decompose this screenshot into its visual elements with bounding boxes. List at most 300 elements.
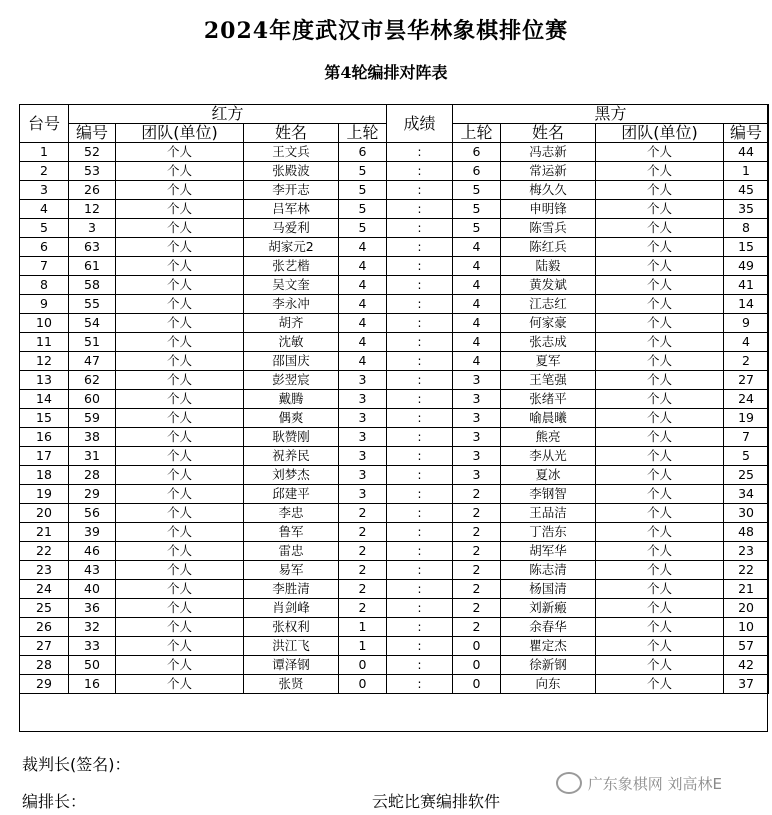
cell-red-number: 3: [69, 219, 116, 238]
table-row: [20, 276, 769, 295]
cell-black-number: 30: [724, 504, 769, 523]
cell-black-team: 个人: [596, 542, 724, 561]
cell-result: :: [387, 656, 453, 675]
cell-red-team: 个人: [116, 466, 244, 485]
cell-red-name: 耿赞刚: [244, 428, 339, 447]
cell-black-team: 个人: [596, 599, 724, 618]
cell-black-name: 陈雪兵: [501, 219, 596, 238]
cell-result: :: [387, 447, 453, 466]
cell-black-team: 个人: [596, 314, 724, 333]
cell-black-team: 个人: [596, 295, 724, 314]
cell-black-name: 李从光: [501, 447, 596, 466]
cell-result: :: [387, 352, 453, 371]
cell-black-last: 4: [453, 276, 501, 295]
cell-red-team: 个人: [116, 504, 244, 523]
cell-black-last: 4: [453, 238, 501, 257]
cell-black-number: 8: [724, 219, 769, 238]
cell-red-number: 61: [69, 257, 116, 276]
cell-red-name: 李忠: [244, 504, 339, 523]
cell-red-last: 4: [339, 295, 387, 314]
cell-black-team: 个人: [596, 162, 724, 181]
table-row: [20, 162, 769, 181]
cell-black-team: 个人: [596, 675, 724, 694]
header-red-team: 团队(单位): [116, 124, 244, 143]
cell-red-last: 4: [339, 314, 387, 333]
table-row: [20, 390, 769, 409]
cell-red-last: 4: [339, 352, 387, 371]
table-row: [20, 675, 769, 694]
cell-red-name: 胡家元2: [244, 238, 339, 257]
cell-red-number: 63: [69, 238, 116, 257]
cell-red-team: 个人: [116, 390, 244, 409]
cell-red-team: 个人: [116, 257, 244, 276]
cell-result: :: [387, 618, 453, 637]
cell-red-last: 0: [339, 656, 387, 675]
cell-black-number: 4: [724, 333, 769, 352]
cell-red-last: 3: [339, 428, 387, 447]
cell-red-name: 胡齐: [244, 314, 339, 333]
cell-table-no: 29: [20, 675, 69, 694]
cell-result: :: [387, 314, 453, 333]
cell-red-team: 个人: [116, 352, 244, 371]
cell-result: :: [387, 219, 453, 238]
cell-red-last: 3: [339, 371, 387, 390]
cell-black-name: 熊亮: [501, 428, 596, 447]
cell-table-no: 14: [20, 390, 69, 409]
cell-result: :: [387, 200, 453, 219]
table-row: [20, 371, 769, 390]
cell-black-team: 个人: [596, 618, 724, 637]
cell-red-name: 邵国庆: [244, 352, 339, 371]
cell-red-last: 2: [339, 599, 387, 618]
cell-result: :: [387, 276, 453, 295]
cell-red-number: 16: [69, 675, 116, 694]
cell-black-name: 申明锋: [501, 200, 596, 219]
cell-red-name: 彭翌宸: [244, 371, 339, 390]
cell-red-name: 肖剑峰: [244, 599, 339, 618]
watermark: [556, 772, 722, 794]
cell-red-team: 个人: [116, 675, 244, 694]
cell-black-last: 5: [453, 200, 501, 219]
cell-black-team: 个人: [596, 580, 724, 599]
header-red-name: 姓名: [244, 124, 339, 143]
table-row: [20, 523, 769, 542]
cell-red-number: 53: [69, 162, 116, 181]
cell-table-no: 10: [20, 314, 69, 333]
cell-result: :: [387, 504, 453, 523]
table-row: [20, 580, 769, 599]
cell-table-no: 26: [20, 618, 69, 637]
table-row: [20, 143, 769, 162]
cell-red-last: 1: [339, 618, 387, 637]
cell-red-number: 36: [69, 599, 116, 618]
cell-red-name: 吴文奎: [244, 276, 339, 295]
cell-result: :: [387, 238, 453, 257]
cell-black-last: 0: [453, 675, 501, 694]
cell-red-team: 个人: [116, 143, 244, 162]
cell-black-team: 个人: [596, 257, 724, 276]
cell-black-number: 25: [724, 466, 769, 485]
cell-table-no: 2: [20, 162, 69, 181]
cell-black-last: 5: [453, 219, 501, 238]
cell-black-last: 2: [453, 523, 501, 542]
cell-black-number: 41: [724, 276, 769, 295]
cell-table-no: 21: [20, 523, 69, 542]
cell-red-team: 个人: [116, 656, 244, 675]
header-red: 红方: [69, 105, 387, 124]
cell-black-last: 4: [453, 333, 501, 352]
cell-red-team: 个人: [116, 162, 244, 181]
cell-black-last: 2: [453, 561, 501, 580]
cell-black-last: 3: [453, 390, 501, 409]
cell-table-no: 8: [20, 276, 69, 295]
cell-red-team: 个人: [116, 447, 244, 466]
cell-table-no: 13: [20, 371, 69, 390]
cell-red-number: 59: [69, 409, 116, 428]
cell-black-name: 陆毅: [501, 257, 596, 276]
cell-red-team: 个人: [116, 599, 244, 618]
cell-black-last: 2: [453, 599, 501, 618]
cell-red-team: 个人: [116, 200, 244, 219]
cell-black-number: 15: [724, 238, 769, 257]
page-title: 2024年度武汉市昙华林象棋排位赛: [203, 18, 569, 44]
cell-red-last: 5: [339, 181, 387, 200]
cell-black-name: 江志红: [501, 295, 596, 314]
cell-red-name: 洪江飞: [244, 637, 339, 656]
cell-result: :: [387, 181, 453, 200]
cell-black-name: 李钢智: [501, 485, 596, 504]
cell-black-name: 张志成: [501, 333, 596, 352]
cell-black-team: 个人: [596, 143, 724, 162]
table-row: [20, 504, 769, 523]
cell-result: :: [387, 485, 453, 504]
cell-red-last: 2: [339, 504, 387, 523]
cell-table-no: 1: [20, 143, 69, 162]
cell-result: :: [387, 143, 453, 162]
cell-black-team: 个人: [596, 485, 724, 504]
cell-result: :: [387, 409, 453, 428]
cell-red-team: 个人: [116, 314, 244, 333]
table-row: [20, 295, 769, 314]
cell-red-team: 个人: [116, 561, 244, 580]
cell-black-name: 张绪平: [501, 390, 596, 409]
cell-red-last: 2: [339, 542, 387, 561]
cell-red-team: 个人: [116, 333, 244, 352]
cell-red-team: 个人: [116, 618, 244, 637]
cell-black-team: 个人: [596, 656, 724, 675]
cell-red-last: 4: [339, 333, 387, 352]
cell-result: :: [387, 675, 453, 694]
cell-black-name: 王笔强: [501, 371, 596, 390]
header-table-no: 台号: [20, 105, 69, 143]
cell-table-no: 6: [20, 238, 69, 257]
cell-red-name: 雷忠: [244, 542, 339, 561]
cell-black-name: 夏冰: [501, 466, 596, 485]
cell-black-number: 23: [724, 542, 769, 561]
cell-black-last: 2: [453, 504, 501, 523]
cell-black-team: 个人: [596, 447, 724, 466]
cell-red-team: 个人: [116, 295, 244, 314]
cell-red-number: 56: [69, 504, 116, 523]
table-row: [20, 257, 769, 276]
cell-red-last: 5: [339, 219, 387, 238]
cell-red-number: 12: [69, 200, 116, 219]
header-red-number: 编号: [69, 124, 116, 143]
cell-black-last: 2: [453, 580, 501, 599]
cell-red-team: 个人: [116, 428, 244, 447]
cell-red-team: 个人: [116, 219, 244, 238]
table-row: [20, 352, 769, 371]
cell-red-number: 39: [69, 523, 116, 542]
cell-red-number: 55: [69, 295, 116, 314]
cell-table-no: 23: [20, 561, 69, 580]
watermark-text: 广东象棋网 刘高林E: [587, 774, 722, 793]
cell-black-name: 徐新钢: [501, 656, 596, 675]
cell-red-name: 吕军林: [244, 200, 339, 219]
cell-red-name: 邱建平: [244, 485, 339, 504]
cell-result: :: [387, 428, 453, 447]
cell-table-no: 17: [20, 447, 69, 466]
cell-black-name: 梅久久: [501, 181, 596, 200]
cell-black-name: 杨国清: [501, 580, 596, 599]
cell-black-last: 6: [453, 143, 501, 162]
cell-red-last: 0: [339, 675, 387, 694]
cell-red-team: 个人: [116, 485, 244, 504]
cell-black-name: 向东: [501, 675, 596, 694]
cell-black-name: 陈志清: [501, 561, 596, 580]
cell-table-no: 9: [20, 295, 69, 314]
cell-red-last: 6: [339, 143, 387, 162]
cell-black-last: 3: [453, 409, 501, 428]
cell-black-number: 9: [724, 314, 769, 333]
cell-red-number: 43: [69, 561, 116, 580]
cell-result: :: [387, 466, 453, 485]
cell-red-last: 4: [339, 276, 387, 295]
cell-black-number: 21: [724, 580, 769, 599]
cell-red-number: 26: [69, 181, 116, 200]
cell-red-name: 谭泽钢: [244, 656, 339, 675]
cell-black-name: 余春华: [501, 618, 596, 637]
header-black-number: 编号: [724, 124, 769, 143]
cell-black-last: 0: [453, 637, 501, 656]
cell-black-number: 7: [724, 428, 769, 447]
cell-red-last: 2: [339, 561, 387, 580]
cell-black-team: 个人: [596, 219, 724, 238]
cell-red-name: 张艺楷: [244, 257, 339, 276]
cell-black-team: 个人: [596, 409, 724, 428]
cell-red-name: 马爱利: [244, 219, 339, 238]
cell-red-team: 个人: [116, 580, 244, 599]
cell-result: :: [387, 542, 453, 561]
cell-black-last: 3: [453, 447, 501, 466]
cell-black-team: 个人: [596, 523, 724, 542]
table-row: [20, 181, 769, 200]
cell-black-number: 42: [724, 656, 769, 675]
cell-table-no: 28: [20, 656, 69, 675]
cell-black-name: 瞿定杰: [501, 637, 596, 656]
cell-table-no: 22: [20, 542, 69, 561]
cell-table-no: 20: [20, 504, 69, 523]
page-subtitle: 第4轮编排对阵表: [324, 63, 448, 82]
cell-result: :: [387, 580, 453, 599]
cell-black-number: 20: [724, 599, 769, 618]
cell-table-no: 15: [20, 409, 69, 428]
cell-red-last: 3: [339, 466, 387, 485]
cell-red-number: 62: [69, 371, 116, 390]
cell-black-last: 4: [453, 314, 501, 333]
cell-red-name: 祝养民: [244, 447, 339, 466]
cell-result: :: [387, 333, 453, 352]
cell-red-number: 47: [69, 352, 116, 371]
table-row: [20, 599, 769, 618]
table-row: [20, 485, 769, 504]
cell-result: :: [387, 599, 453, 618]
cell-red-number: 29: [69, 485, 116, 504]
cell-red-number: 38: [69, 428, 116, 447]
cell-black-last: 3: [453, 428, 501, 447]
cell-black-team: 个人: [596, 276, 724, 295]
cell-red-team: 个人: [116, 276, 244, 295]
cell-black-team: 个人: [596, 238, 724, 257]
table-row: [20, 409, 769, 428]
arranger-label: 编排长：: [22, 792, 87, 811]
cell-red-team: 个人: [116, 181, 244, 200]
cell-black-last: 6: [453, 162, 501, 181]
cell-red-team: 个人: [116, 409, 244, 428]
table-row: [20, 219, 769, 238]
cell-red-name: 李开志: [244, 181, 339, 200]
cell-result: :: [387, 371, 453, 390]
cell-black-team: 个人: [596, 181, 724, 200]
cell-black-number: 35: [724, 200, 769, 219]
cell-black-number: 45: [724, 181, 769, 200]
cell-red-name: 张贤: [244, 675, 339, 694]
header-black-last: 上轮: [453, 124, 501, 143]
wechat-icon: [556, 772, 582, 794]
cell-black-name: 常运新: [501, 162, 596, 181]
cell-red-number: 58: [69, 276, 116, 295]
cell-result: :: [387, 257, 453, 276]
cell-black-number: 14: [724, 295, 769, 314]
cell-result: :: [387, 523, 453, 542]
cell-red-number: 28: [69, 466, 116, 485]
cell-red-number: 52: [69, 143, 116, 162]
cell-red-number: 50: [69, 656, 116, 675]
cell-black-team: 个人: [596, 504, 724, 523]
cell-red-number: 31: [69, 447, 116, 466]
cell-red-name: 张殿波: [244, 162, 339, 181]
cell-table-no: 4: [20, 200, 69, 219]
cell-black-last: 2: [453, 618, 501, 637]
table-row: [20, 428, 769, 447]
cell-black-number: 49: [724, 257, 769, 276]
table-row: [20, 333, 769, 352]
cell-result: :: [387, 390, 453, 409]
cell-red-number: 51: [69, 333, 116, 352]
cell-result: :: [387, 295, 453, 314]
cell-black-name: 夏军: [501, 352, 596, 371]
table-row: [20, 656, 769, 675]
cell-black-number: 57: [724, 637, 769, 656]
cell-black-name: 冯志新: [501, 143, 596, 162]
cell-black-last: 3: [453, 466, 501, 485]
cell-result: :: [387, 162, 453, 181]
cell-black-team: 个人: [596, 333, 724, 352]
cell-table-no: 3: [20, 181, 69, 200]
cell-result: :: [387, 637, 453, 656]
cell-table-no: 12: [20, 352, 69, 371]
cell-red-name: 李永冲: [244, 295, 339, 314]
cell-red-team: 个人: [116, 371, 244, 390]
cell-black-number: 2: [724, 352, 769, 371]
cell-red-last: 5: [339, 200, 387, 219]
cell-table-no: 27: [20, 637, 69, 656]
cell-table-no: 5: [20, 219, 69, 238]
table-row: [20, 542, 769, 561]
cell-black-number: 34: [724, 485, 769, 504]
cell-red-name: 鲁军: [244, 523, 339, 542]
header-red-last: 上轮: [339, 124, 387, 143]
cell-red-last: 2: [339, 523, 387, 542]
cell-result: :: [387, 561, 453, 580]
cell-black-last: 5: [453, 181, 501, 200]
software-label: 云蛇比赛编排软件: [372, 792, 501, 811]
cell-black-number: 44: [724, 143, 769, 162]
cell-black-name: 丁浩东: [501, 523, 596, 542]
header-black: 黑方: [453, 105, 769, 124]
cell-red-name: 张权利: [244, 618, 339, 637]
chief-referee-label: 裁判长(签名)：: [22, 755, 131, 774]
cell-table-no: 7: [20, 257, 69, 276]
cell-black-last: 4: [453, 352, 501, 371]
cell-red-number: 46: [69, 542, 116, 561]
cell-black-team: 个人: [596, 561, 724, 580]
cell-black-team: 个人: [596, 352, 724, 371]
cell-red-name: 刘梦杰: [244, 466, 339, 485]
cell-black-team: 个人: [596, 466, 724, 485]
cell-red-number: 32: [69, 618, 116, 637]
cell-table-no: 18: [20, 466, 69, 485]
cell-table-no: 19: [20, 485, 69, 504]
cell-red-last: 2: [339, 580, 387, 599]
cell-red-last: 3: [339, 390, 387, 409]
table-row: [20, 314, 769, 333]
cell-red-last: 4: [339, 257, 387, 276]
cell-table-no: 11: [20, 333, 69, 352]
cell-black-team: 个人: [596, 428, 724, 447]
cell-black-last: 2: [453, 485, 501, 504]
cell-black-number: 5: [724, 447, 769, 466]
cell-red-name: 偶爽: [244, 409, 339, 428]
cell-red-last: 3: [339, 409, 387, 428]
cell-red-last: 1: [339, 637, 387, 656]
cell-table-no: 16: [20, 428, 69, 447]
cell-black-name: 刘新瘢: [501, 599, 596, 618]
cell-black-name: 王品洁: [501, 504, 596, 523]
table-row: [20, 637, 769, 656]
table-row: [20, 200, 769, 219]
header-result: 成绩: [387, 105, 453, 143]
cell-black-team: 个人: [596, 390, 724, 409]
cell-red-team: 个人: [116, 523, 244, 542]
pairing-table: [19, 104, 769, 694]
cell-red-name: 沈敏: [244, 333, 339, 352]
cell-black-last: 2: [453, 542, 501, 561]
cell-red-name: 王文兵: [244, 143, 339, 162]
cell-black-last: 4: [453, 257, 501, 276]
cell-black-last: 4: [453, 295, 501, 314]
cell-red-team: 个人: [116, 637, 244, 656]
